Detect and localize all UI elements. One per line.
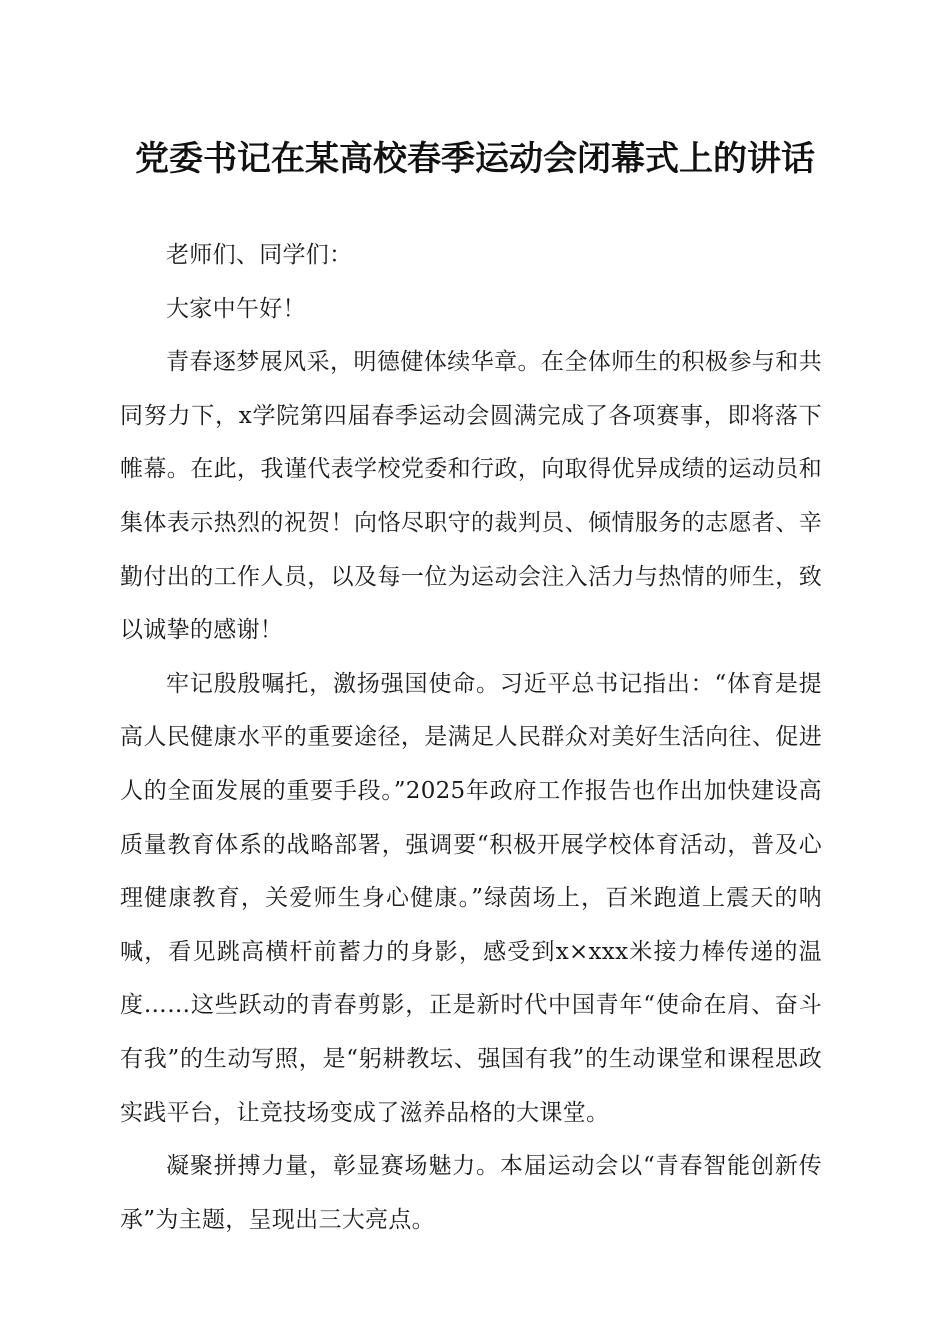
paragraph-salutation: 老师们、同学们： (166, 242, 353, 268)
paragraph-mission: 牢记殷殷嘱托，激扬强国使命。习近平总书记指出：“体育是提高人民健康水平的重要途径，是满足人民群众对美好生活向往、促进人的全面发展的重要手段。”2025年政府工作报告也作出加快建设高质量教育体系的战略部署，强调要“积极开展学校体育活动，普及心理健康教育，关爱师生身心健康。”绿茵场上，百米跑道上震天的呐喊，看见跳高横杆前蓄力的身影，感受到x×xxx米接力棒传递的温度……这些跃动的青春剪影，正是新时代中国青年“使命在肩、奋斗有我”的生动写照，是“躬耕教坛、强国有我”的生动课堂和课程思政实践平台，让竞技场变成了滋养品格的大课堂。 (120, 670, 822, 1126)
paragraph-greeting: 大家中午好！ (166, 295, 306, 322)
paragraph-congratulations: 青春逐梦展风采，明德健体续华章。在全体师生的积极参与和共同努力下，x学院第四届春季运动会圆满完成了各项赛事，即将落下帷幕。在此，我谨代表学校党委和行政，向取得优异成绩的运动员和集体表示热烈的祝贺！向恪尽职守的裁判员、倾情服务的志愿者、辛勤付出的工作人员，以及每一位为运动会注入活力与热情的师生，致以诚挚的感谢！ (120, 349, 822, 644)
document-body (120, 229, 822, 1247)
document-title: 党委书记在某高校春季运动会闭幕式上的讲话 (135, 139, 815, 179)
paragraph-highlights: 凝聚拼搏力量，彰显赛场魅力。本届运动会以“青春智能创新传承”为主题，呈现出三大亮点。 (120, 1153, 822, 1233)
